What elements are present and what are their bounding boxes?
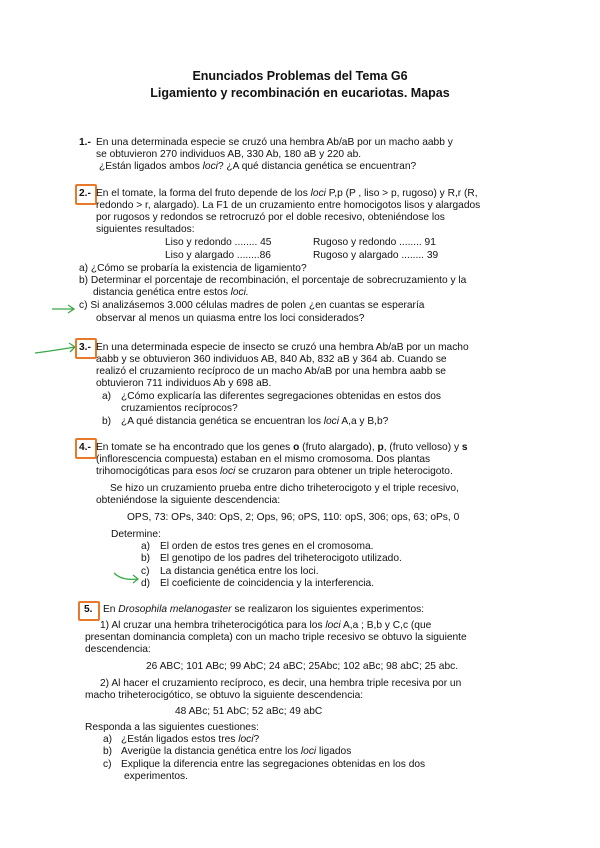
problem-2-question-c: observar al menos un quiasma entre los loci considerados? bbox=[96, 313, 365, 324]
problem-5-responda: Responda a las siguientes cuestiones: bbox=[85, 722, 259, 733]
problem-4-line: trihomocigóticas para esos loci se cruzaron para obtener un triple heterocigoto. bbox=[96, 466, 453, 477]
problem-5-question-c: Explique la diferencia entre las segregaciones obtenidas en los dos bbox=[121, 759, 426, 770]
problem-2-line: redondo > r, alargado). La F1 de un cruzamiento entre homocigotos lisos y alargados bbox=[96, 200, 481, 211]
problem-1-question: ¿Están ligados ambos loci? ¿A qué distancia genética se encuentran? bbox=[99, 161, 417, 172]
problem-4-question-b: El genotipo de los padres del triheterocigoto utilizado. bbox=[160, 553, 402, 564]
green-arrow-icon bbox=[33, 341, 79, 357]
document-title: Enunciados Problemas del Tema G6 bbox=[192, 69, 408, 83]
problem-2-number: 2.- bbox=[79, 188, 91, 199]
problem-5-question-a-label: a) bbox=[103, 734, 113, 745]
problem-5-line: descendencia: bbox=[85, 644, 151, 655]
problem-4-question-c: La distancia genética entre los loci. bbox=[160, 566, 319, 577]
green-arrow-icon bbox=[50, 303, 78, 315]
problem-5-question-c-label: c) bbox=[103, 759, 112, 770]
problem-3-question-a: ¿Cómo explicaría las diferentes segregaciones obtenidas en estos dos bbox=[121, 391, 441, 402]
problem-5-data-2: 48 ABc; 51 AbC; 52 aBc; 49 abC bbox=[175, 706, 323, 717]
problem-2-line: En el tomate, la forma del fruto depende de los loci P,p (P , liso > p, rugoso) y R,r (R, bbox=[96, 188, 478, 199]
result-liso-alargado: Liso y alargado ........86 bbox=[165, 250, 271, 261]
problem-5-data-1: 26 ABC; 101 ABc; 99 AbC; 24 aBC; 25Abc; 102 aBc; 98 abC; 25 abc. bbox=[146, 661, 459, 672]
problem-4-question-d-label: d) bbox=[141, 578, 151, 589]
problem-5-question-b-label: b) bbox=[103, 746, 113, 757]
problem-4-question-c-label: c) bbox=[141, 566, 150, 577]
problem-5-line: 1) Al cruzar una hembra triheterocigótica para los loci A,a ; B,b y C,c (que bbox=[100, 620, 432, 631]
problem-3-question-b: ¿A qué distancia genética se encuentran los loci A,a y B,b? bbox=[121, 416, 389, 427]
problem-5-line: 2) Al hacer el cruzamiento recíproco, es decir, una hembra triple recesiva por un bbox=[100, 678, 462, 689]
problem-2-line: siguientes resultados: bbox=[96, 224, 195, 235]
problem-4-question-a: El orden de estos tres genes en el cromosoma. bbox=[160, 541, 374, 552]
problem-4-data: OPS, 73: OPs, 340: OpS, 2; Ops, 96; oPS, 110: opS, 306; ops, 63; oPs, 0 bbox=[127, 512, 460, 523]
problem-3-question-a: cruzamientos recíprocos? bbox=[121, 403, 238, 414]
problem-2-line: por rugosos y redondos se retrocruzó por el doble recesivo, obteniéndose los bbox=[96, 212, 445, 223]
problem-5-line: presentan dominancia completa) con un macho triple recesivo se obtuvo la siguiente bbox=[85, 632, 467, 643]
problem-4-line: En tomate se ha encontrado que los genes o (fruto alargado), p, (fruto velloso) y s bbox=[96, 442, 468, 453]
problem-5-line: macho triheterocigótico, se obtuvo la siguiente descendencia: bbox=[85, 690, 364, 701]
problem-2-question-b: b) Determinar el porcentaje de recombinación, el porcentaje de sobrecruzamiento y la bbox=[79, 275, 467, 286]
problem-4-line: obteniéndose la siguiente descendencia: bbox=[96, 495, 281, 506]
problem-3-question-a-label: a) bbox=[102, 391, 112, 402]
problem-5-line: En Drosophila melanogaster se realizaron los siguientes experimentos: bbox=[103, 604, 425, 615]
problem-4-question-b-label: b) bbox=[141, 553, 151, 564]
problem-4-determine: Determine: bbox=[111, 529, 161, 540]
problem-2-question-b: distancia genética entre estos loci. bbox=[93, 287, 249, 298]
problem-2-question-c: c) Si analizásemos 3.000 células madres de polen ¿en cuantas se esperaría bbox=[79, 300, 425, 311]
problem-1-line: se obtuvieron 270 individuos AB, 330 Ab, 180 aB y 220 ab. bbox=[96, 149, 362, 160]
problem-5-question-b: Averigüe la distancia genética entre los loci ligados bbox=[121, 746, 352, 757]
problem-3-line: aabb y se obtuvieron 360 individuos AB, 840 Ab, 832 aB y 364 ab. Cuando se bbox=[96, 354, 447, 365]
problem-1-number: 1.- bbox=[79, 137, 91, 148]
problem-4-question-d: El coeficiente de coincidencia y la interferencia. bbox=[160, 578, 375, 589]
result-rugoso-alargado: Rugoso y alargado ........ 39 bbox=[313, 250, 439, 261]
problem-4-line: Se hizo un cruzamiento prueba entre dicho triheterocigoto y el triple recesivo, bbox=[110, 483, 459, 494]
problem-5-number: 5. bbox=[84, 604, 93, 615]
problem-3-line: realizó el cruzamiento recíproco de un macho Ab/aB por una hembra aabb se bbox=[96, 366, 446, 377]
problem-5-question-c: experimentos. bbox=[124, 771, 188, 782]
document-subtitle: Ligamiento y recombinación en eucariotas. Mapas bbox=[150, 86, 450, 100]
problem-1-line: En una determinada especie se cruzó una hembra Ab/aB por un macho aabb y bbox=[96, 137, 453, 148]
problem-4-number: 4.- bbox=[79, 442, 91, 453]
problem-2-question-a: a) ¿Cómo se probaría la existencia de ligamiento? bbox=[79, 263, 307, 274]
problem-5-question-a: ¿Están ligados estos tres loci? bbox=[121, 734, 260, 745]
problem-3-number: 3.- bbox=[79, 342, 91, 353]
problem-4-question-a-label: a) bbox=[141, 541, 151, 552]
result-rugoso-redondo: Rugoso y redondo ........ 91 bbox=[313, 237, 436, 248]
green-arrow-icon bbox=[112, 569, 142, 585]
problem-3-line: obtuvieron 711 individuos Ab y 698 aB. bbox=[96, 378, 272, 389]
problem-4-line: (inflorescencia compuesta) estaban en el mismo cromosoma. Dos plantas bbox=[96, 454, 431, 465]
result-liso-redondo: Liso y redondo ........ 45 bbox=[165, 237, 272, 248]
problem-3-question-b-label: b) bbox=[102, 416, 112, 427]
problem-3-line: En una determinada especie de insecto se cruzó una hembra Ab/aB por un macho bbox=[96, 342, 469, 353]
